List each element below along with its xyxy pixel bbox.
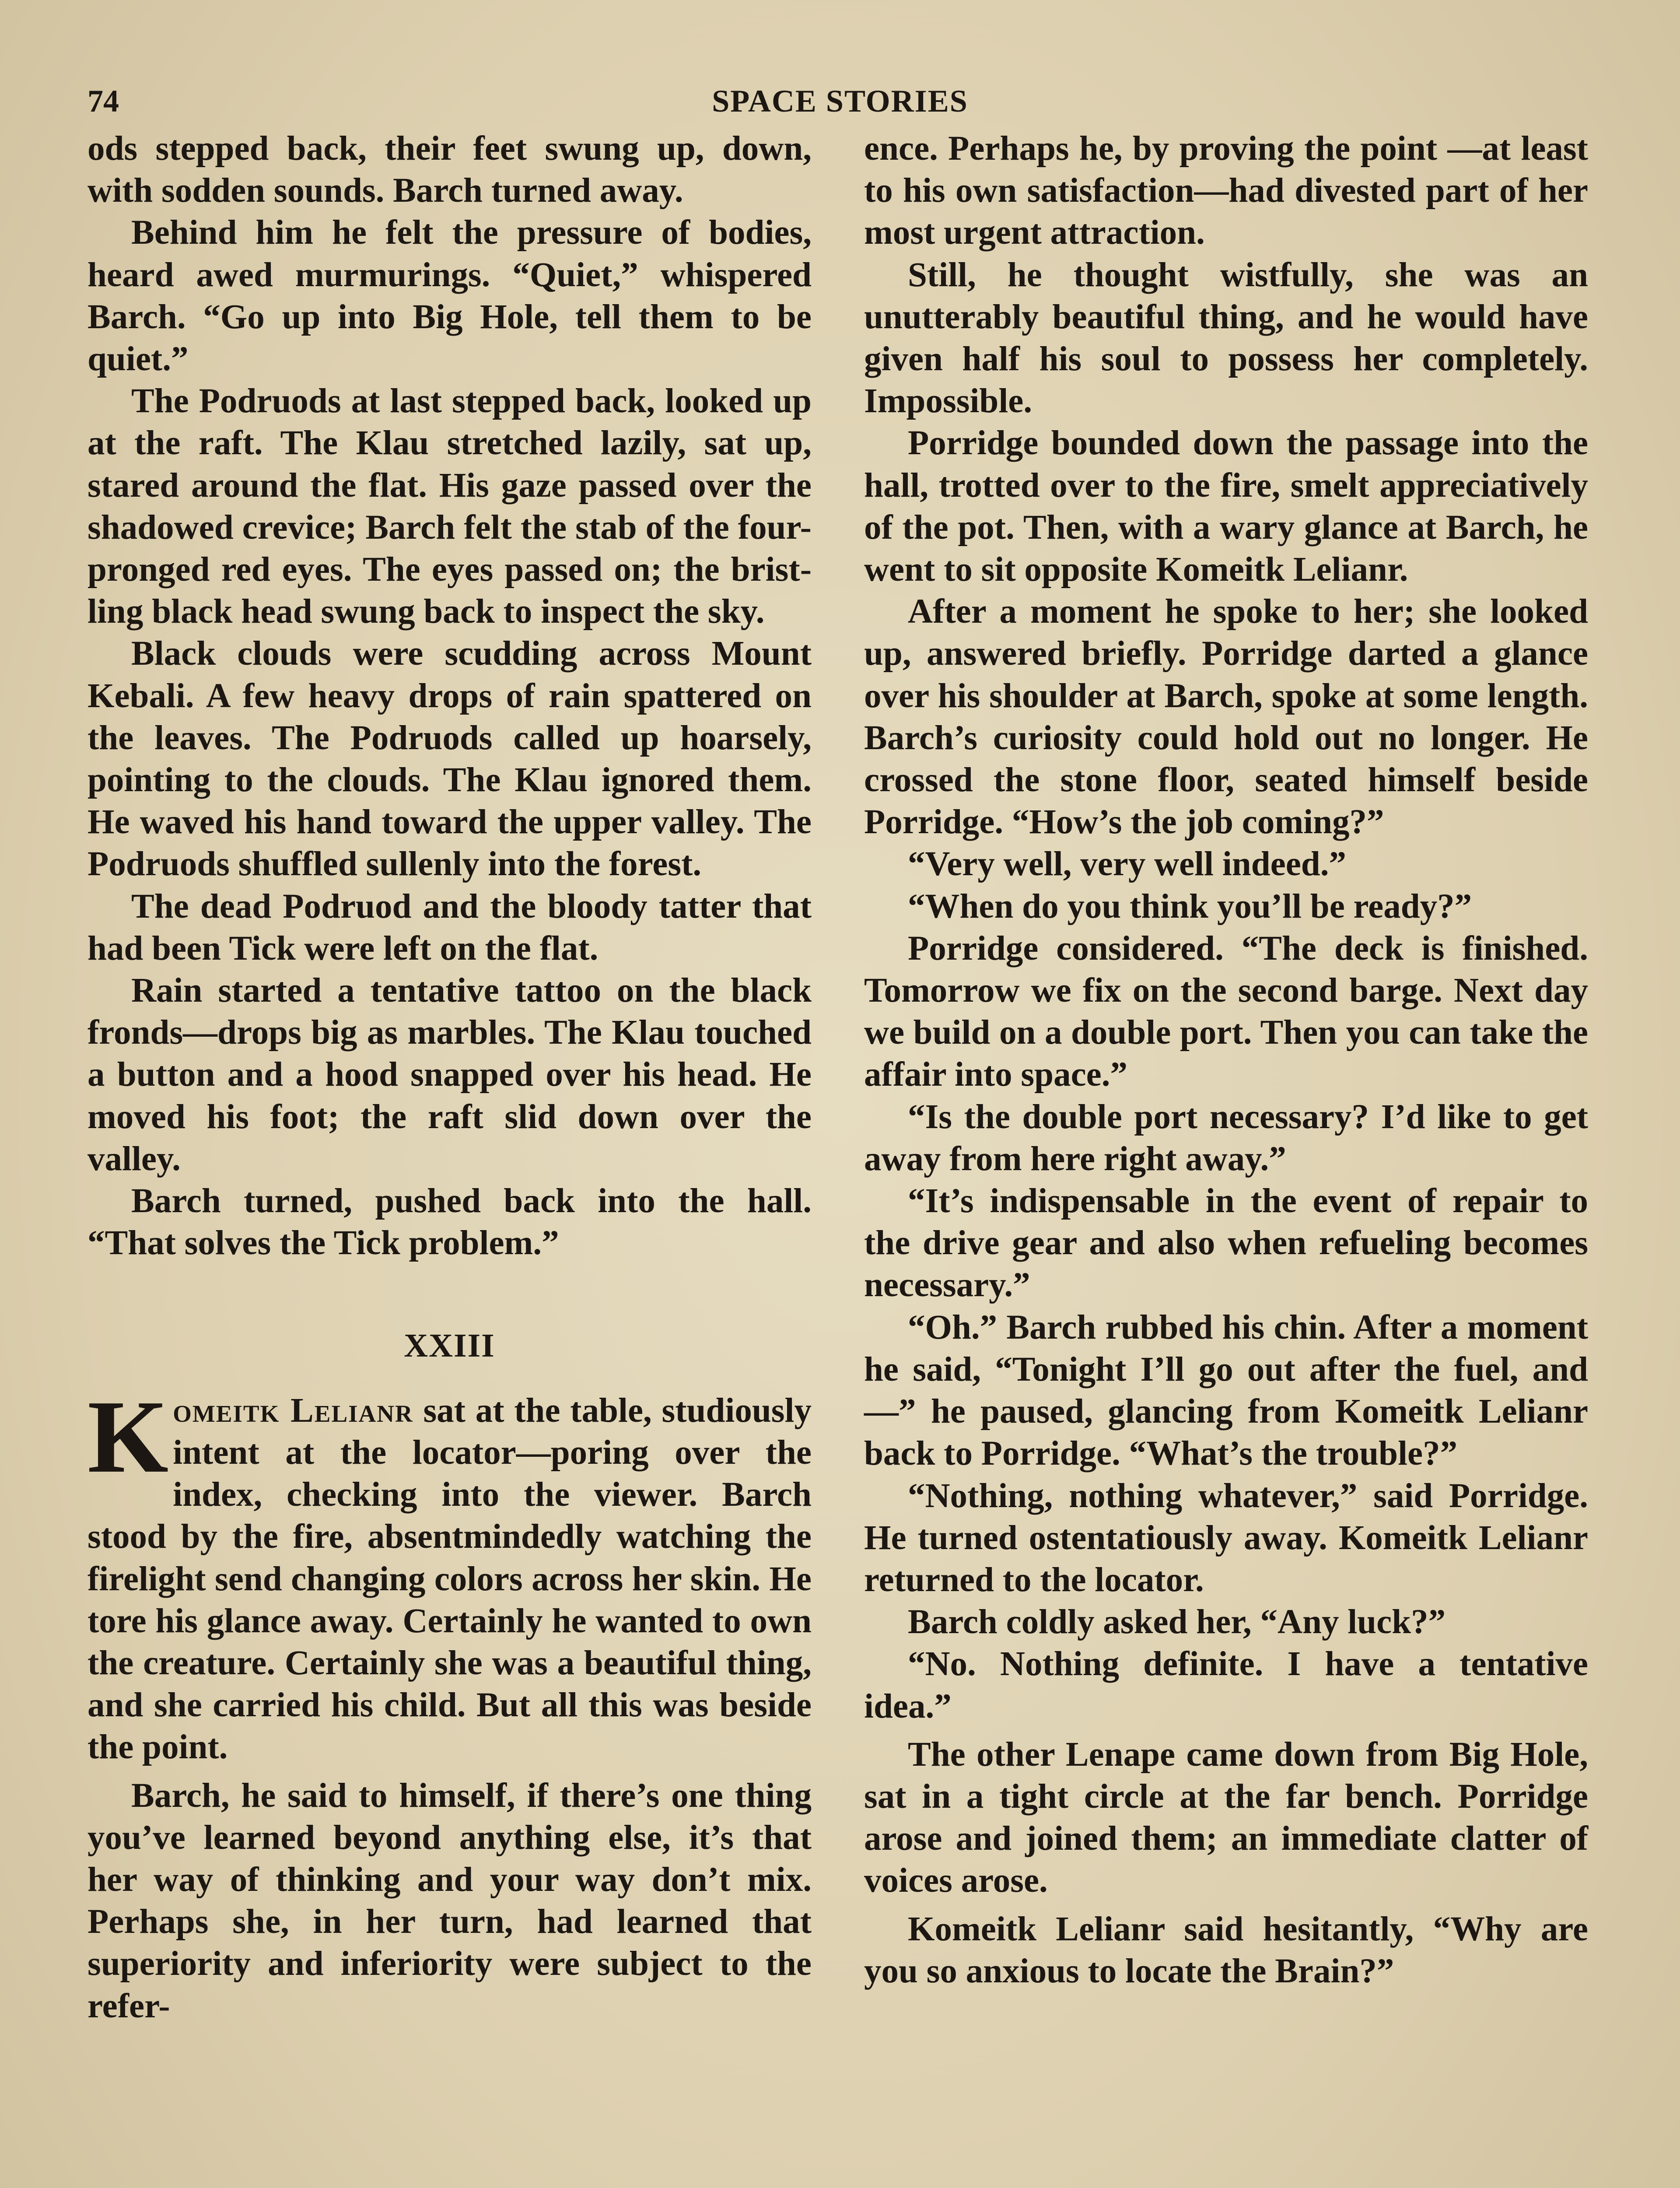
- right-column: [864, 128, 1588, 1992]
- paragraph: “No. Nothing definite. I have a tentative idea.”: [864, 1645, 1588, 1725]
- paragraph: Rain started a tentative tattoo on the black fronds—drops big as marbles. The Klau touched a button and a hood snapped over his head. He moved his foot; the raft slid down over the valley.: [88, 971, 812, 1178]
- paragraph: The Podruods at last stepped back, looked up at the raft. The Klau stretched lazily, sat up, stared around the flat. His gaze passed over the shadowed crevice; Barch felt the stab of the four-pronged red eyes. The eyes passed on; the bristling black head swung back to inspect the sky.: [88, 382, 812, 631]
- paragraph: “When do you think you’ll be ready?”: [908, 887, 1472, 926]
- paragraph: ods stepped back, their feet swung up, down, with sodden sounds. Barch turned away.: [88, 130, 812, 210]
- page-header: [88, 83, 1592, 131]
- paragraph: Barch, he said to himself, if there’s one thing you’ve learned beyond anything else, it’s that her way of thinking and your way don’t mix. Perhaps she, in her turn, had learned that superiority and inferiority were subject to the refer-: [88, 1776, 812, 2025]
- paragraph: “Oh.” Barch rubbed his chin. After a moment he said, “Tonight I’ll go out after the fuel, and—” he paused, glancing from Komeitk Lelianr back to Porridge. “What’s the trouble?”: [864, 1308, 1588, 1473]
- paragraph: Behind him he felt the pressure of bodies, heard awed murmurings. “Quiet,” whispered Barch. “Go up into Big Hole, tell them to be quiet.”: [88, 214, 812, 379]
- paragraph: Still, he thought wistfully, she was an unutterably beautiful thing, and he would have given half his soul to possess her completely. Impossible.: [864, 256, 1588, 421]
- opening-paragraph: [88, 1379, 812, 1769]
- paragraph: Porridge bounded down the passage into the hall, trotted over to the fire, smelt appreciatively of the pot. Then, with a wary glance at Barch, he went to sit opposite Komeitk Lelianr.: [864, 424, 1588, 589]
- paragraph: After a moment he spoke to her; she looked up, answered briefly. Porridge darted a glance over his shoulder at Barch, spoke at some length. Barch’s curiosity could hold out no longer. He crossed the stone floor, seated himself beside Porridge. “How’s the job coming?”: [864, 593, 1588, 842]
- paragraph: “Nothing, nothing whatever,” said Porridge. He turned ostentatiously away. Komeitk Lelianr returned to the locator.: [864, 1476, 1588, 1599]
- paragraph: Komeitk Lelianr said hesitantly, “Why are you so anxious to locate the Brain?”: [864, 1910, 1588, 1990]
- paragraph: “Is the double port necessary? I’d like to get away from here right away.”: [864, 1098, 1588, 1178]
- opening-text: sat at the table, studiously intent at the locator—poring over the index, checking into the viewer. Barch stood by the fire, absentmindedly watching the firelight send changing colors across her skin. He tore his glance away. Certainly he wanted to own the creature. Certainly she was a beautiful thing, and she carried his child. But all this was beside the point.: [88, 1391, 812, 1767]
- paragraph: Porridge considered. “The deck is finished. Tomorrow we fix on the second barge. Next day we build on a double port. Then you can take the affair into space.”: [864, 929, 1588, 1094]
- drop-cap: K: [88, 1379, 169, 1494]
- paragraph: Black clouds were scudding across Mount Kebali. A few heavy drops of rain spattered on the leaves. The Podruods called up hoarsely, pointing to the clouds. The Klau ignored them. He waved his hand toward the upper valley. The Podruods shuffled sullenly into the forest.: [88, 635, 812, 884]
- paragraph: Barch turned, pushed back into the hall. “That solves the Tick problem.”: [88, 1182, 812, 1262]
- paragraph: “It’s indispensable in the event of repair to the drive gear and also when refueling becomes necessary.”: [864, 1182, 1588, 1304]
- running-head: SPACE STORIES: [712, 84, 968, 119]
- left-column: [88, 128, 812, 2027]
- opening-smallcaps: omeitk Lelianr: [173, 1391, 413, 1430]
- paragraph: The dead Podruod and the bloody tatter that had been Tick were left on the flat.: [88, 887, 812, 968]
- paragraph: ence. Perhaps he, by proving the point —at least to his own satisfaction—had divested part of her most urgent attraction.: [864, 130, 1588, 252]
- chapter-heading: XXIII: [404, 1327, 495, 1364]
- page-number: 74: [88, 84, 119, 119]
- paragraph: Barch coldly asked her, “Any luck?”: [908, 1603, 1446, 1641]
- paragraph: “Very well, very well indeed.”: [908, 845, 1346, 884]
- paragraph: The other Lenape came down from Big Hole, sat in a tight circle at the far bench. Porridge arose and joined them; an immediate clatter of voices arose.: [864, 1735, 1588, 1900]
